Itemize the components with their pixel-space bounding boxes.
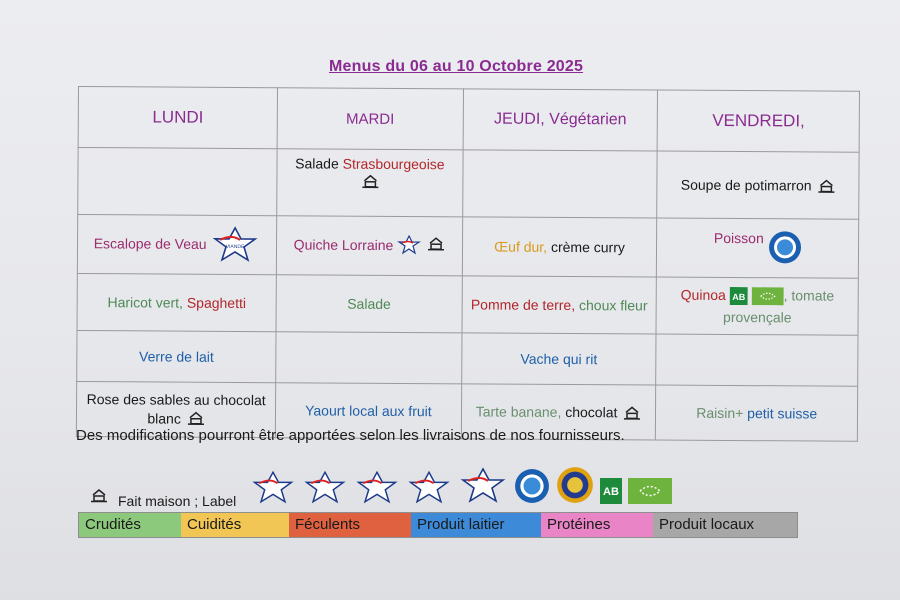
dish-escalope-veau: Escalope de Veau <box>93 234 207 252</box>
dish-raisin: Raisin+ <box>696 404 748 422</box>
le-porc-francais-logo <box>302 470 348 509</box>
bleu-blanc-coeur-logo <box>514 468 550 509</box>
legend-fait-maison-label: Fait maison ; Label <box>118 493 237 509</box>
cell-mardi-entree <box>277 149 463 217</box>
dish-salade: Salade <box>295 155 343 172</box>
cell-jeudi-entree <box>462 150 657 218</box>
svg-text:AB: AB <box>732 291 746 302</box>
label-legend <box>88 466 672 509</box>
cell-jeudi-laitier <box>461 333 656 385</box>
cell-vendredi-laitier <box>656 334 858 386</box>
cell-lundi-laitier <box>77 330 276 382</box>
fait-maison-icon <box>187 410 205 426</box>
svg-text:AB: AB <box>603 486 620 498</box>
day-header-lundi: LUNDI <box>78 87 278 149</box>
dish-chocolat: chocolat <box>565 403 618 421</box>
eu-organic-leaf-logo <box>752 287 784 309</box>
cell-mardi-accompagnement <box>276 275 462 333</box>
porc-francais-logo <box>397 234 421 257</box>
dish-oeuf-dur: Œuf dur, <box>494 238 552 255</box>
day-header-jeudi: JEUDI, Végétarien <box>463 89 658 151</box>
dish-rose-des-sables: Rose des sables au chocolat <box>86 391 266 409</box>
dish-petit-suisse: petit suisse <box>747 405 818 422</box>
dish-tarte-banane: Tarte banane, <box>475 403 566 420</box>
viande-veau-francaise-logo <box>458 466 508 509</box>
cell-jeudi-accompagnement <box>462 276 657 334</box>
weekly-menu-table <box>76 86 860 442</box>
cell-vendredi-entree <box>657 151 859 219</box>
dish-provencale: provençale <box>723 308 792 325</box>
category-1: Cuidités <box>181 513 289 537</box>
svg-text:VIANDE: VIANDE <box>226 243 245 250</box>
viande-bovine-francaise-logo <box>250 470 296 509</box>
category-4: Protéines <box>541 513 653 537</box>
fait-maison-icon <box>90 487 108 503</box>
cell-vendredi-plat <box>657 218 859 278</box>
dish-poisson: Poisson <box>713 229 764 246</box>
dish-vache-qui-rit: Vache qui rit <box>520 350 598 368</box>
cell-vendredi-dessert <box>656 385 858 441</box>
cell-lundi-accompagnement <box>77 273 277 331</box>
viande-veau-francaise-logo <box>210 225 260 264</box>
dish-chocolat-blanc: blanc <box>147 410 181 427</box>
dish-pomme-de-terre: Pomme de terre, <box>470 296 580 314</box>
dish-spaghetti: Spaghetti <box>186 294 247 312</box>
supplier-note: Des modifications pourront être apportées selon les livraisons de nos fournisseurs. <box>76 427 625 444</box>
dish-soupe-potimarron: Soupe de potimarron <box>680 176 812 194</box>
dish-choux-fleur: choux fleur <box>578 297 648 314</box>
dish-haricot-vert: Haricot vert, <box>107 294 187 311</box>
dish-tomate: , tomate <box>783 286 835 304</box>
cell-lundi-entree <box>78 148 278 216</box>
menu-title: Menus du 06 au 10 Octobre 2025 <box>329 58 584 75</box>
viande-agneau-francaise-logo <box>406 470 452 509</box>
fait-maison-icon <box>427 235 445 251</box>
category-3: Produit laitier <box>411 513 541 537</box>
category-5: Produit locaux <box>653 513 797 537</box>
cell-jeudi-plat <box>462 217 657 277</box>
agriculture-biologique-logo <box>600 478 622 509</box>
dish-quinoa: Quinoa <box>680 286 726 303</box>
fait-maison-icon <box>362 173 380 189</box>
dish-yaourt-local: Yaourt local aux fruit <box>305 402 432 420</box>
day-header-vendredi: VENDREDI, <box>658 90 860 152</box>
dish-strasbourgeoise: Strasbourgeoise <box>342 155 445 173</box>
cell-mardi-plat <box>277 216 463 276</box>
volaille-francaise-logo <box>354 470 400 509</box>
food-category-legend-bar <box>78 512 798 538</box>
bleu-blanc-coeur-logo <box>767 230 801 267</box>
agriculture-biologique-logo <box>730 286 748 308</box>
dish-creme-curry: crème curry <box>550 238 625 256</box>
fait-maison-icon <box>817 178 835 194</box>
cell-vendredi-accompagnement <box>656 277 858 335</box>
dish-quiche-lorraine: Quiche Lorraine <box>293 236 394 253</box>
cell-lundi-plat <box>77 215 277 275</box>
dish-verre-de-lait: Verre de lait <box>139 348 214 365</box>
cell-mardi-laitier <box>276 332 462 384</box>
category-2: Féculents <box>289 513 411 537</box>
category-0: Crudités <box>79 513 181 537</box>
eu-organic-leaf-logo <box>628 478 672 509</box>
label-rouge-round-logo <box>556 466 594 509</box>
fait-maison-icon <box>623 404 641 420</box>
dish-salade-verte: Salade <box>347 295 391 312</box>
day-header-mardi: MARDI <box>277 88 463 150</box>
